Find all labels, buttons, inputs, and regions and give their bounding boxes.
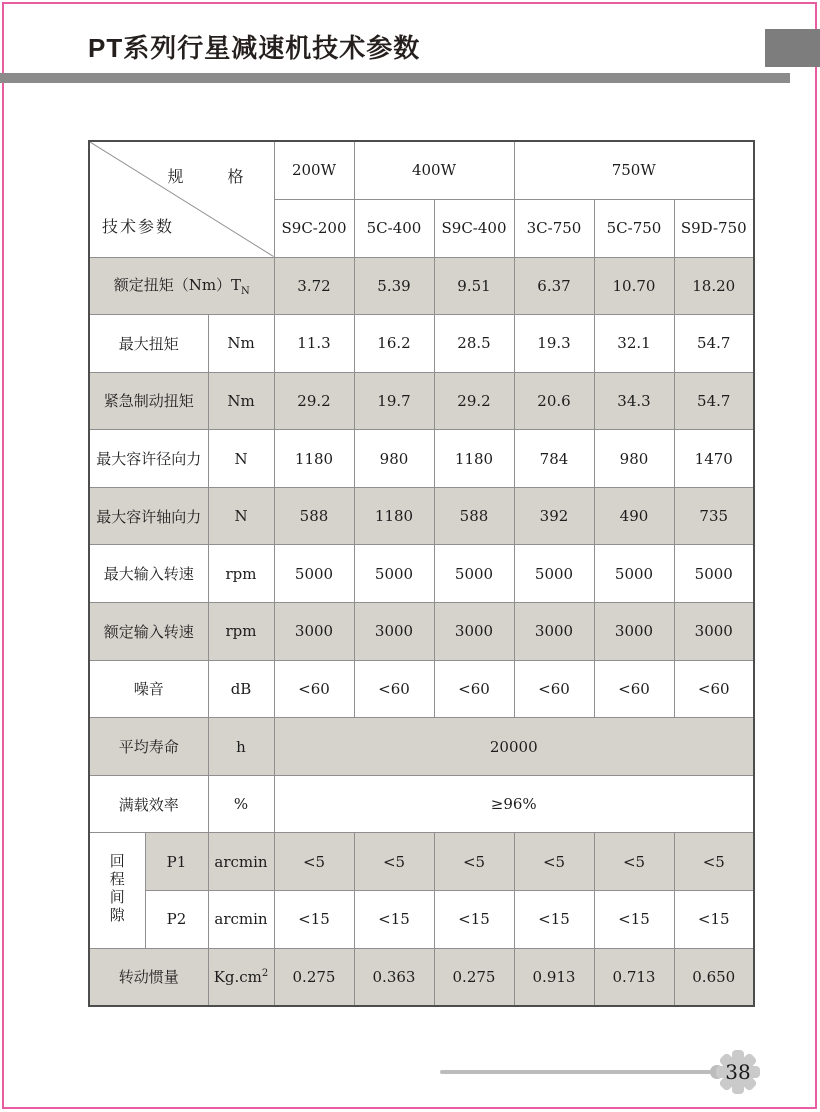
cell-value: <60 bbox=[674, 660, 754, 718]
row-label: P2 bbox=[145, 891, 208, 949]
cell-value: 34.3 bbox=[594, 372, 674, 430]
cell-value: 1470 bbox=[674, 430, 754, 488]
cell-value: <60 bbox=[514, 660, 594, 718]
corner-param-label: 技术参数 bbox=[102, 216, 175, 236]
cell-value: 3000 bbox=[274, 603, 354, 661]
page-title: PT系列行星减速机技术参数 bbox=[88, 33, 421, 63]
cell-value: 54.7 bbox=[674, 372, 754, 430]
row-label: P1 bbox=[145, 833, 208, 891]
row-label: 最大容许轴向力 bbox=[89, 487, 208, 545]
cell-value: 5.39 bbox=[354, 257, 434, 315]
row-label: 额定扭矩$(Nm)T_N$ bbox=[89, 257, 274, 315]
cell-value: 5000 bbox=[674, 545, 754, 603]
power-group-400w: 400W bbox=[354, 141, 514, 199]
cell-value: 19.7 bbox=[354, 372, 434, 430]
row-label: 平均寿命 bbox=[89, 718, 208, 776]
cell-value: <15 bbox=[514, 891, 594, 949]
model-header: 3C-750 bbox=[514, 199, 594, 257]
cell-value: <60 bbox=[274, 660, 354, 718]
power-group-200w: 200W bbox=[274, 141, 354, 199]
cell-value: 735 bbox=[674, 487, 754, 545]
cell-value: <60 bbox=[434, 660, 514, 718]
backlash-group-label: 回程间隙 bbox=[89, 833, 145, 948]
cell-value: 588 bbox=[274, 487, 354, 545]
row-unit: $Kg.cm^2$ bbox=[208, 948, 274, 1006]
row-unit: h bbox=[208, 718, 274, 776]
cell-value: <15 bbox=[274, 891, 354, 949]
cell-value: 1180 bbox=[434, 430, 514, 488]
model-header: 5C-400 bbox=[354, 199, 434, 257]
row-unit: N bbox=[208, 487, 274, 545]
model-header: 5C-750 bbox=[594, 199, 674, 257]
row-label: 转动惯量 bbox=[89, 948, 208, 1006]
cell-value: 5000 bbox=[354, 545, 434, 603]
model-header: S9D-750 bbox=[674, 199, 754, 257]
footer-rule bbox=[440, 1070, 712, 1074]
cell-value: 5000 bbox=[434, 545, 514, 603]
cell-value: 980 bbox=[354, 430, 434, 488]
corner-spec-label: 规 格 bbox=[167, 167, 258, 186]
cell-value: 3000 bbox=[354, 603, 434, 661]
row-unit: rpm bbox=[208, 545, 274, 603]
cell-value: 3000 bbox=[674, 603, 754, 661]
cell-value: 28.5 bbox=[434, 315, 514, 373]
cell-value: <5 bbox=[514, 833, 594, 891]
spec-table bbox=[88, 140, 755, 1007]
row-unit: N bbox=[208, 430, 274, 488]
row-label: 最大输入转速 bbox=[89, 545, 208, 603]
row-label: 最大容许径向力 bbox=[89, 430, 208, 488]
page-number-badge bbox=[714, 1048, 762, 1096]
row-unit: % bbox=[208, 775, 274, 833]
cell-value: 392 bbox=[514, 487, 594, 545]
cell-value-merged: 20000 bbox=[274, 718, 754, 776]
cell-value: 3.72 bbox=[274, 257, 354, 315]
cell-value: 10.70 bbox=[594, 257, 674, 315]
cell-value: 5000 bbox=[514, 545, 594, 603]
row-unit: arcmin bbox=[208, 891, 274, 949]
cell-value-merged: ≥96% bbox=[274, 775, 754, 833]
superscript: 2 bbox=[261, 967, 269, 979]
cell-value: <5 bbox=[674, 833, 754, 891]
cell-value: <5 bbox=[274, 833, 354, 891]
row-unit: Nm bbox=[208, 372, 274, 430]
cell-value: 3000 bbox=[434, 603, 514, 661]
cell-value: 588 bbox=[434, 487, 514, 545]
cell-value: 16.2 bbox=[354, 315, 434, 373]
power-group-750w: 750W bbox=[514, 141, 754, 199]
cell-value: 0.275 bbox=[274, 948, 354, 1006]
cell-value: 1180 bbox=[274, 430, 354, 488]
cell-value: 0.713 bbox=[594, 948, 674, 1006]
model-header: S9C-200 bbox=[274, 199, 354, 257]
cell-value: <15 bbox=[594, 891, 674, 949]
cell-value: 11.3 bbox=[274, 315, 354, 373]
cell-value: 1180 bbox=[354, 487, 434, 545]
cell-value: 0.650 bbox=[674, 948, 754, 1006]
cell-value: 29.2 bbox=[434, 372, 514, 430]
cell-value: <15 bbox=[434, 891, 514, 949]
cell-value: 5000 bbox=[274, 545, 354, 603]
cell-value: <60 bbox=[354, 660, 434, 718]
cell-value: <5 bbox=[354, 833, 434, 891]
cell-value: <15 bbox=[354, 891, 434, 949]
cell-value: 32.1 bbox=[594, 315, 674, 373]
cell-value: 6.37 bbox=[514, 257, 594, 315]
cell-value: 980 bbox=[594, 430, 674, 488]
row-unit: rpm bbox=[208, 603, 274, 661]
page-number: 38 bbox=[725, 1060, 751, 1084]
cell-value: 784 bbox=[514, 430, 594, 488]
corner-header-cell bbox=[89, 141, 274, 257]
cell-value: 5000 bbox=[594, 545, 674, 603]
cell-value: 3000 bbox=[594, 603, 674, 661]
row-label: 满载效率 bbox=[89, 775, 208, 833]
cell-value: 0.913 bbox=[514, 948, 594, 1006]
header-rule-bar bbox=[0, 73, 790, 83]
cell-value: <60 bbox=[594, 660, 674, 718]
cell-value: 20.6 bbox=[514, 372, 594, 430]
cell-value: 3000 bbox=[514, 603, 594, 661]
cell-value: 18.20 bbox=[674, 257, 754, 315]
row-label: 额定输入转速 bbox=[89, 603, 208, 661]
cell-value: <5 bbox=[594, 833, 674, 891]
cell-value: 29.2 bbox=[274, 372, 354, 430]
row-unit: dB bbox=[208, 660, 274, 718]
cell-value: 19.3 bbox=[514, 315, 594, 373]
cell-value: 490 bbox=[594, 487, 674, 545]
row-label: 最大扭矩 bbox=[89, 315, 208, 373]
header-corner-block bbox=[765, 29, 820, 67]
cell-value: <5 bbox=[434, 833, 514, 891]
row-unit: arcmin bbox=[208, 833, 274, 891]
cell-value: 0.275 bbox=[434, 948, 514, 1006]
cell-value: 0.363 bbox=[354, 948, 434, 1006]
cell-value: 9.51 bbox=[434, 257, 514, 315]
cell-value: 54.7 bbox=[674, 315, 754, 373]
row-label: 噪音 bbox=[89, 660, 208, 718]
model-header: S9C-400 bbox=[434, 199, 514, 257]
row-label: 紧急制动扭矩 bbox=[89, 372, 208, 430]
row-unit: Nm bbox=[208, 315, 274, 373]
subscript: N bbox=[241, 286, 250, 298]
cell-value: <15 bbox=[674, 891, 754, 949]
diagonal-divider bbox=[90, 142, 274, 257]
